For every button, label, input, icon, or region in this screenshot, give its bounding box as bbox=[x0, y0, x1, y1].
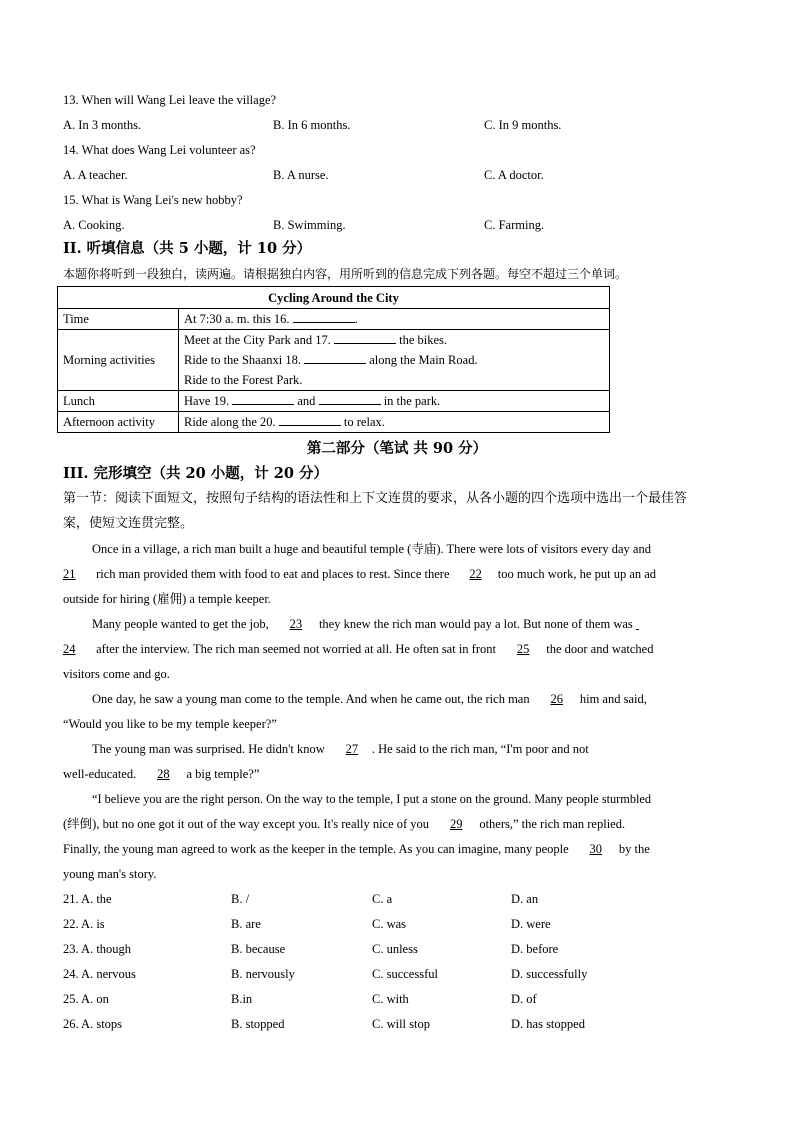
q13-option-a: A. In 3 months. bbox=[63, 118, 142, 132]
choice-23-c: C. unless bbox=[372, 942, 418, 956]
passage-line: Many people wanted to get the job, 23 they knew the rich man would pay a lot. But none of them was bbox=[92, 617, 633, 631]
choice-21-b: B. / bbox=[231, 892, 250, 906]
q13-option-c: C. In 9 months. bbox=[484, 118, 562, 132]
morning-line-1a: Meet at the City Park and 17. bbox=[184, 333, 331, 347]
lunch-label: Lunch bbox=[58, 391, 179, 412]
blank-22: 22 bbox=[469, 567, 482, 581]
choice-26-c: C. will stop bbox=[372, 1017, 430, 1031]
afternoon-label: Afternoon activity bbox=[58, 412, 179, 433]
time-text: At 7:30 a. m. this 16. bbox=[184, 312, 290, 326]
choice-26-b: B. stopped bbox=[231, 1017, 285, 1031]
morning-line-1b: the bikes. bbox=[399, 333, 448, 347]
choice-23-a: 23. A. though bbox=[63, 942, 132, 956]
question-15: 15. What is Wang Lei's new hobby? bbox=[63, 193, 243, 207]
afternoon-a: Ride along the 20. bbox=[184, 415, 276, 429]
choice-24-c: C. successful bbox=[372, 967, 438, 981]
blank-19a[interactable] bbox=[232, 392, 294, 405]
lunch-a: Have 19. bbox=[184, 394, 230, 408]
passage-line: One day, he saw a young man come to the temple. And when he came out, the rich man 26 him and said, bbox=[92, 692, 647, 706]
time-cell: At 7:30 a. m. this 16. . bbox=[179, 309, 610, 330]
passage-line: 24 after the interview. The rich man seemed not worried at all. He often sat in front 25 the door and watched bbox=[63, 642, 654, 656]
choice-23-b: B. because bbox=[231, 942, 286, 956]
passage-line: Finally, the young man agreed to work as the keeper in the temple. As you can imagine, many people 30 by the bbox=[63, 842, 650, 856]
passage-line: Once in a village, a rich man built a huge and beautiful temple (寺庙). There were lots of visitors every day and bbox=[92, 542, 651, 556]
blank-24: 24 bbox=[63, 642, 76, 656]
q14-option-b: B. A nurse. bbox=[273, 168, 329, 182]
choice-25-a: 25. A. on bbox=[63, 992, 109, 1006]
blank-23: 23 bbox=[289, 617, 303, 631]
section-3-instruction-2: 案，使短文连贯完整。 bbox=[63, 516, 194, 531]
blank-16[interactable] bbox=[293, 310, 355, 323]
choice-22-c: C. was bbox=[372, 917, 407, 931]
section-2-instruction: 本题你将听到一段独白，读两遍。请根据独白内容，用所听到的信息完成下列各题。每空不超过三个单词。 bbox=[63, 267, 628, 281]
q15-option-a: A. Cooking. bbox=[63, 218, 125, 232]
afternoon-cell bbox=[179, 412, 610, 433]
q15-option-c: C. Farming. bbox=[484, 218, 545, 232]
q14-option-c: C. A doctor. bbox=[484, 168, 544, 182]
passage-line: well-educated. 28 a big temple?” bbox=[63, 767, 260, 781]
passage-line: The young man was surprised. He didn't know 27 . He said to the rich man, “I'm poor and not bbox=[92, 742, 589, 756]
table-title: Cycling Around the City bbox=[58, 287, 610, 309]
passage-line: (绊倒), but no one got it out of the way except you. It's really nice of you 29 others,” the rich man replied. bbox=[63, 817, 626, 831]
choice-22-d: D. were bbox=[511, 917, 551, 931]
morning-line-2a: Ride to the Shaanxi 18. bbox=[184, 353, 301, 367]
blank-25: 25 bbox=[516, 642, 530, 656]
afternoon-b: to relax. bbox=[343, 415, 385, 429]
blank-21: 21 bbox=[63, 567, 76, 581]
choice-26-a: 26. A. stops bbox=[63, 1017, 123, 1031]
choice-25-b: B.in bbox=[231, 992, 253, 1006]
choice-22-a: 22. A. is bbox=[63, 917, 105, 931]
passage-line: visitors come and go. bbox=[63, 667, 170, 681]
question-13: 13. When will Wang Lei leave the village? bbox=[63, 93, 277, 107]
choice-24-d: D. successfully bbox=[511, 967, 588, 981]
choice-21-d: D. an bbox=[511, 892, 539, 906]
q15-option-b: B. Swimming. bbox=[273, 218, 346, 232]
section-2-title: II. 听填信息（共 5 小题，计 10 分） bbox=[63, 240, 312, 257]
passage-line: 21 rich man provided them with food to eat and places to rest. Since there 22 too much work, he put up an ad bbox=[63, 567, 657, 581]
blank-19b[interactable] bbox=[319, 392, 381, 405]
section-3-title: III. 完形填空（共 20 小题，计 20 分） bbox=[63, 465, 328, 482]
passage-line: young man's story. bbox=[63, 867, 157, 881]
morning-line-3: Ride to the Forest Park. bbox=[184, 373, 303, 387]
choice-26-d: D. has stopped bbox=[511, 1017, 585, 1031]
lunch-b: and bbox=[297, 394, 316, 408]
passage-line: “Would you like to be my temple keeper?” bbox=[63, 717, 277, 731]
blank-27: 27 bbox=[345, 742, 359, 756]
choice-22-b: B. are bbox=[231, 917, 261, 931]
morning-label: Morning activities bbox=[58, 330, 179, 391]
blank-20[interactable] bbox=[279, 413, 341, 426]
morning-cell bbox=[179, 330, 610, 391]
info-table bbox=[57, 286, 610, 433]
choice-24-b: B. nervously bbox=[231, 967, 295, 981]
lunch-cell bbox=[179, 391, 610, 412]
blank-29: 29 bbox=[449, 817, 463, 831]
time-label: Time bbox=[58, 309, 179, 330]
passage-line: “I believe you are the right person. On the way to the temple, I put a stone on the ground. Many people sturmbled bbox=[92, 792, 652, 806]
choice-25-c: C. with bbox=[372, 992, 409, 1006]
choice-21-a: 21. A. the bbox=[63, 892, 112, 906]
q13-option-b: B. In 6 months. bbox=[273, 118, 351, 132]
choice-24-a: 24. A. nervous bbox=[63, 967, 136, 981]
q14-option-a: A. A teacher. bbox=[63, 168, 128, 182]
lunch-c: in the park. bbox=[383, 394, 441, 408]
blank-17[interactable] bbox=[334, 331, 396, 344]
choice-21-c: C. a bbox=[372, 892, 393, 906]
question-14: 14. What does Wang Lei volunteer as? bbox=[63, 143, 256, 157]
morning-line-2b: along the Main Road. bbox=[369, 353, 478, 367]
blank-26: 26 bbox=[550, 692, 563, 706]
part-2-title: 第二部分（笔试 共 90 分） bbox=[306, 440, 488, 457]
choice-23-d: D. before bbox=[511, 942, 559, 956]
choice-25-d: D. of bbox=[511, 992, 537, 1006]
blank-28: 28 bbox=[157, 767, 170, 781]
passage-line: outside for hiring (雇佣) a temple keeper. bbox=[63, 592, 271, 606]
section-3-instruction-1: 第一节：阅读下面短文，按照句子结构的语法性和上下文连贯的要求，从各小题的四个选项中选出一个最佳答 bbox=[63, 491, 688, 506]
blank-30: 30 bbox=[589, 842, 603, 856]
blank-18[interactable] bbox=[304, 351, 366, 364]
